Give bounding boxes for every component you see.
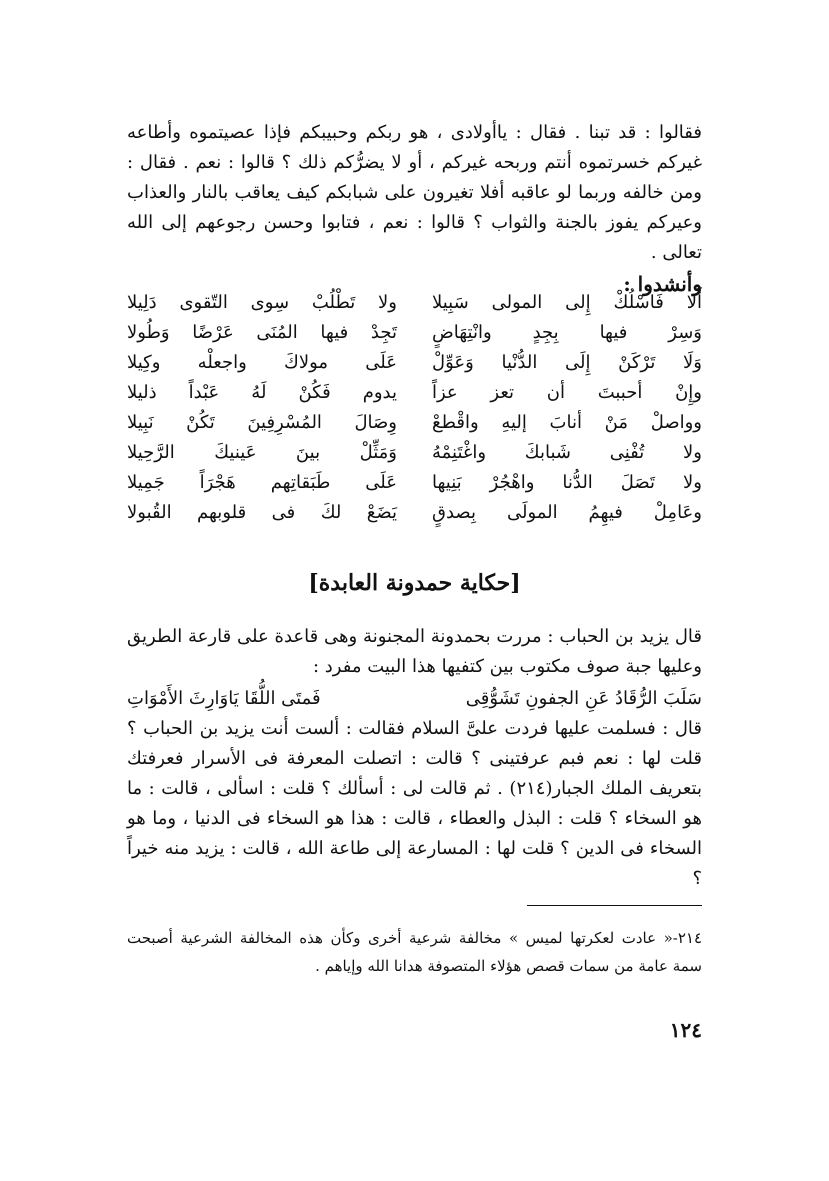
- section-title: [حكاية حمدونة العابدة]: [308, 570, 521, 596]
- verse-first-hemistich: ولا تُفْنِى شَبابكَ واغْتَنِمْهُ: [432, 442, 702, 463]
- poem-verse: [127, 468, 702, 498]
- single-verse: [127, 684, 702, 714]
- paragraph-story-intro: [127, 622, 702, 682]
- verse-second-hemistich: تَجِدْ فيها المُنَى عَرْضًا وَطُولا: [127, 322, 397, 343]
- verse-second-hemistich: ولا تَطْلُبْ سِوى التّقوى دَلِيلا: [127, 292, 397, 313]
- poem-verse: [127, 408, 702, 438]
- verse-first-hemistich: وَلَا تَرْكَنْ إِلَى الدُّنْيا وَعَوِّلْ: [432, 352, 702, 373]
- poem: [127, 288, 702, 528]
- verse-second-hemistich: وَمَثِّلْ بينَ عَينيكَ الرَّحِيلا: [127, 442, 397, 463]
- paragraph-text: قال : فسلمت عليها فردت علىَّ السلام فقالت : ألست أنت يزيد بن الحباب ؟ قلت لها : نعم فبم عرفتينى ؟ قالت : اتصلت المعرفة فى الأسرار فعرفتك بتعريف الملك الجبار(٢١٤) . ثم قالت لى : أسألك ؟ قلت : اسألى ، قالت : ما هو السخاء ؟ قلت : البذل والعطاء ، قالت : هذا هو السخاء فى الدنيا ، وما هو السخاء فى الدين ؟ قلت لها : المسارعة إلى طاعة الله ، قالت : يزيد منه خيراً ؟: [127, 718, 702, 889]
- verse-first-hemistich: وعَامِلْ فيهِمُ المولَى بِصدقٍ: [432, 502, 702, 523]
- poem-verse: [127, 498, 702, 528]
- paragraph-text: فقالوا : قد تبنا . فقال : ياأولادى ، هو ربكم وحبيبكم فإذا عصيتموه وأطاعه غيركم خسرتموه أنتم وربحه غيركم ، أو لا يضرُّكم ذلك ؟ قالوا : نعم . فقال : ومن خالفه وربما لو عاقبه أفلا تغيرون على شبابكم كيف يعاقب بالنار والعذاب وعيركم يفوز بالجنة والثواب ؟ قالوا : نعم ، فتابوا وحسن رجوعهم إلى الله تعالى .: [127, 122, 702, 263]
- paragraph-dialogue: [127, 714, 702, 894]
- verse-first-hemistich: سَلَبَ الرُّقَادُ عَنِ الجفونِ تَشَوُّقِى: [465, 688, 702, 709]
- paragraph-opening: [127, 118, 702, 268]
- poem-verse: [127, 378, 702, 408]
- verse-second-hemistich: يدوم فَكُنْ لَهُ عَبْداً ذليلا: [127, 382, 397, 403]
- poem-verse: [127, 288, 702, 318]
- verse-first-hemistich: وإِنْ أحببتَ أن تعز عزاً: [432, 382, 702, 403]
- footnote: ٢١٤-« عادت لعكرتها لميس » مخالفة شرعية أخرى وكأن هذه المخالفة الشرعية أصبحت سمة عامة من سمات قصص هؤلاء المتصوفة هدانا الله وإياهم .: [127, 929, 702, 975]
- verse-first-hemistich: وواصلْ مَنْ أنابَ إليهِ واقْطعْ: [432, 412, 702, 433]
- verse-second-hemistich: وِصَالَ المُسْرِفِينَ تَكُنْ نَبِيلا: [127, 412, 397, 433]
- poem-verse: [127, 348, 702, 378]
- verse-first-hemistich: وَسِرْ فيها بِجِدٍ وانْتِهَاضٍ: [432, 322, 702, 343]
- poem-intro: وأنشدوا :: [623, 272, 702, 296]
- verse-first-hemistich: أَلا فَاسْلُكْ إِلى المولى سَبِيلا: [432, 292, 702, 313]
- verse-second-hemistich: فَمتَى اللُّقَا يَاوَارِثَ الأَمْوَاتِ: [127, 688, 321, 709]
- poem-verse: [127, 438, 702, 468]
- poem-verse: [127, 318, 702, 348]
- footnote-divider: [527, 905, 702, 906]
- page-number: ١٢٤: [669, 1018, 702, 1042]
- paragraph-text: قال يزيد بن الحباب : مررت بحمدونة المجنونة وهى قاعدة على قارعة الطريق وعليها جبة صوف مكتوب بين كتفيها هذا البيت مفرد :: [127, 626, 702, 677]
- verse-second-hemistich: عَلَى مولاكَ واجعلْه وكِيلا: [127, 352, 397, 373]
- verse-second-hemistich: عَلَى طَبَقاتِهم هَجْرَاً جَمِيلا: [127, 472, 397, 493]
- verse-second-hemistich: يَضَعْ لكَ فى قلوبهم القُبولا: [127, 502, 397, 523]
- verse-first-hemistich: ولا تَصَلَ الدُّنا واهْجُرْ بَنِيها: [432, 472, 702, 493]
